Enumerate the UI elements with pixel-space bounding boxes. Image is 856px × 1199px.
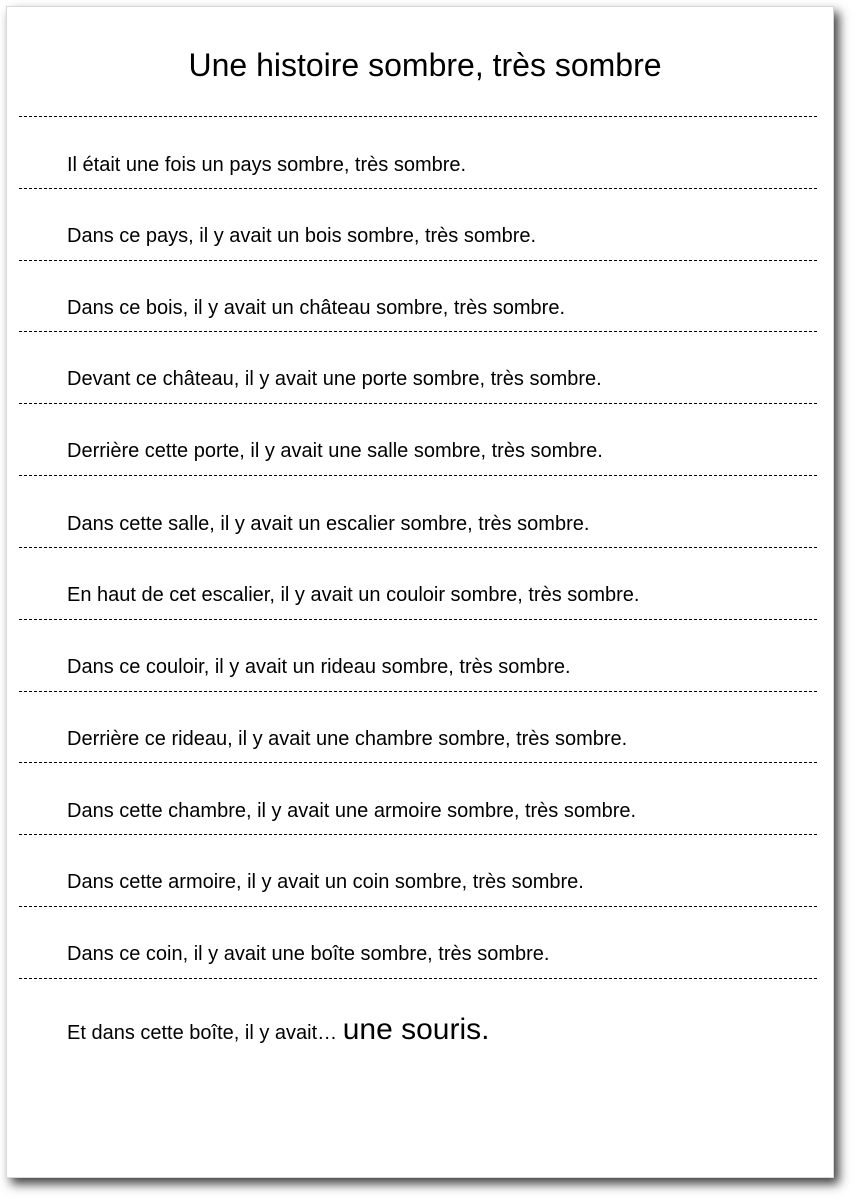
dashed-separator: [19, 188, 817, 189]
final-lead-text: Et dans cette boîte, il y avait…: [67, 1022, 338, 1044]
dashed-separator: [19, 260, 817, 261]
story-line-3: Dans ce bois, il y avait un château sombre, très sombre.: [67, 297, 566, 319]
story-line-4: Devant ce château, il y avait une porte sombre, très sombre.: [67, 368, 602, 390]
story-final-line: [67, 1013, 489, 1047]
dashed-separator: [19, 619, 817, 620]
dashed-separator: [19, 116, 817, 117]
dashed-separator: [19, 691, 817, 692]
dashed-separator: [19, 834, 817, 835]
dashed-separator: [19, 547, 817, 548]
dashed-separator: [19, 762, 817, 763]
story-line-11: Dans cette armoire, il y avait un coin sombre, très sombre.: [67, 871, 584, 893]
story-line-6: Dans cette salle, il y avait un escalier sombre, très sombre.: [67, 513, 590, 535]
dashed-separator: [19, 475, 817, 476]
document-title: Une histoire sombre, très sombre: [188, 47, 662, 83]
story-line-10: Dans cette chambre, il y avait une armoire sombre, très sombre.: [67, 800, 637, 822]
dashed-separator: [19, 403, 817, 404]
story-line-1: Il était une fois un pays sombre, très sombre.: [67, 154, 467, 176]
story-line-8: Dans ce couloir, il y avait un rideau sombre, très sombre.: [67, 656, 571, 678]
dashed-separator: [19, 331, 817, 332]
story-line-9: Derrière ce rideau, il y avait une chambre sombre, très sombre.: [67, 728, 628, 750]
story-line-7: En haut de cet escalier, il y avait un couloir sombre, très sombre.: [67, 584, 640, 606]
final-reveal-text: une souris.: [342, 1013, 490, 1046]
dashed-separator: [19, 978, 817, 979]
story-line-5: Derrière cette porte, il y avait une salle sombre, très sombre.: [67, 440, 603, 462]
document-page: [6, 6, 834, 1178]
story-line-12: Dans ce coin, il y avait une boîte sombre, très sombre.: [67, 943, 550, 965]
dashed-separator: [19, 906, 817, 907]
story-line-2: Dans ce pays, il y avait un bois sombre, très sombre.: [67, 225, 537, 247]
